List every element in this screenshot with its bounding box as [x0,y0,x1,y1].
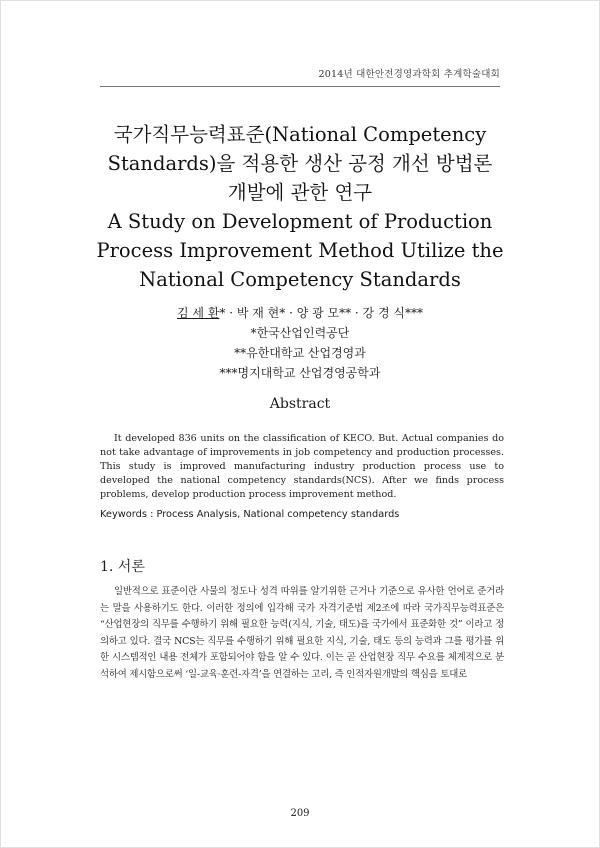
title-english-line: National Competency Standards [139,268,461,291]
header-rule [100,86,500,87]
title-english-line: Process Improvement Method Utilize the [96,239,504,262]
affiliation: **유한대학교 산업경영과 [234,346,366,360]
keywords-label: Keywords [100,509,147,520]
abstract-heading: Abstract [269,396,331,412]
title-korean-line: 개발에 관한 연구 [227,181,373,204]
co-authors: * · 박 재 현* · 양 광 모** · 강 경 식*** [219,306,423,320]
paper-title [60,120,540,294]
affiliation: ***명지대학교 산업경영공학과 [219,366,381,380]
section-heading: 1. 서론 [100,559,145,575]
title-korean-line: Standards)을 적용한 생산 공정 개선 방법론 [107,152,493,175]
author-block [60,303,540,383]
abstract-body: It developed 836 units on the classification of KECO. But. Actual companies do not take advantage of improvements in job competency and production processes. This study is improved manufacturing industry production process use to developed the national competency standards(NCS). After we finds process problems, develop production process improvement method. [100,433,504,500]
keywords-text: : Process Analysis, National competency standards [146,509,400,520]
keywords [100,508,504,522]
title-korean-line: 국가직무능력표준(National Competency [113,123,487,146]
running-header: 2014년 대한안전경영과학회 추계학술대회 [318,69,500,80]
title-english-line: A Study on Development of Production [107,210,493,233]
page-number: 209 [290,808,310,819]
lead-author: 김 세 환 [177,306,220,320]
author-list [60,303,540,323]
affiliation: *한국산업인력공단 [250,326,350,340]
section-body: 일반적으로 표준이란 사물의 정도나 성격 따위를 알기위한 근거나 기준으로 유사한 언어로 준거라는 말을 사용하기도 한다. 이러한 정의에 입각해 국가 자격기준법 제2조에 따라 국가직무능력표준은 “산업현장의 직무를 수행하기 위해 필요한 능력(지식, 기술, 태도)을 국가에서 표준화한 것” 이라고 정의하고 있다. 결국 NCS는 직무를 수행하기 위해 필요한 지식, 기술, 태도 등의 능력과 그를 평가를 위한 시스템적인 내용 전체가 포함되어야 함을 알 수 있다. 이는 곧 산업현장 직무 수요를 체계적으로 분석하여 제시함으로써 ‘일-교육·훈련-자격’을 연결하는 고리, 즉 인적자원개발의 핵심을 토대로 [100,586,504,680]
